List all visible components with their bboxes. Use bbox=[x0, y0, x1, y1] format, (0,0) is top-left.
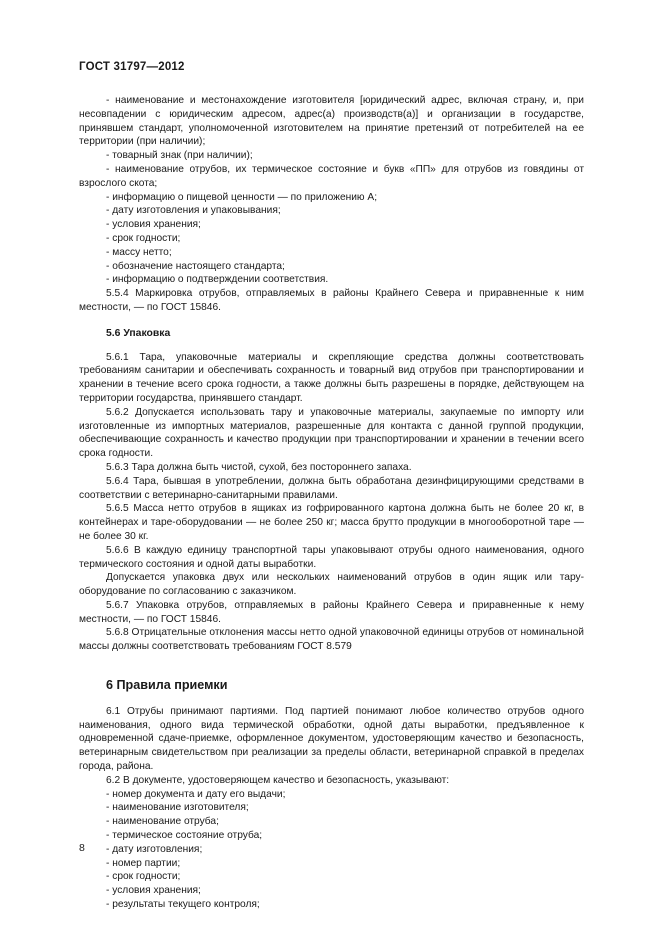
paragraph-5-6-6: 5.6.6 В каждую единицу транспортной тары упаковывают отрубы одного наименования, одного термического состояния и одной даты выработки. bbox=[79, 544, 584, 570]
paragraph-5-5-4: 5.5.4 Маркировка отрубов, отправляемых в районы Крайнего Севера и приравненные к ним местности, — по ГОСТ 15846. bbox=[79, 288, 584, 313]
paragraph-6-1: 6.1 Отрубы принимают партиями. Под партией понимают любое количество отрубов одного наименования, одного вида термической обработки, одной даты выработки, предъявленное к одновременной сдаче-приемке, оформленное документом, удостоверяющим качество и безопасность, ветеринарным свидетельством при реализации за пределы области, ветеринарной справкой в пределах города, района. bbox=[79, 705, 584, 773]
list-item: - дату изготовления и упаковывания; bbox=[106, 205, 281, 217]
document-fields-list bbox=[79, 788, 584, 912]
page-number: 8 bbox=[79, 842, 85, 854]
list-item: - условия хранения; bbox=[106, 219, 201, 231]
list-item: - термическое состояние отруба; bbox=[106, 830, 263, 842]
paragraph-5-6-8: 5.6.8 Отрицательные отклонения массы нетто одной упаковочной единицы отрубов от номинальной массы должны соответствовать требованиям ГОСТ 8.579 bbox=[79, 627, 584, 653]
list-item: - номер партии; bbox=[106, 857, 181, 869]
list-item: - срок годности; bbox=[106, 232, 181, 244]
paragraph-5-6-7: 5.6.7 Упаковка отрубов, отправляемых в районы Крайнего Севера и приравненные к нему местности, — по ГОСТ 15846. bbox=[79, 599, 584, 625]
list-item: - условия хранения; bbox=[106, 885, 201, 897]
list-item: - товарный знак (при наличии); bbox=[106, 150, 253, 162]
document-header: ГОСТ 31797—2012 bbox=[79, 61, 185, 73]
list-item: - наименование отруба; bbox=[106, 816, 219, 828]
paragraph-5-6-1: 5.6.1 Тара, упаковочные материалы и скрепляющие средства должны соответствовать требованиям санитарии и обеспечивать сохранность и товарный вид отрубов при транспортировании и хранении в течение всего срока годности, а также должны быть разрешены в порядке, действующем на территории государства, принявшего стандарт. bbox=[79, 351, 584, 404]
list-item: - информацию о пищевой ценности — по приложению А; bbox=[106, 191, 378, 203]
list-item: - информацию о подтверждении соответствия. bbox=[106, 274, 329, 286]
list-item: - результаты текущего контроля; bbox=[106, 899, 260, 911]
list-item: - дату изготовления; bbox=[106, 843, 203, 855]
marking-list bbox=[79, 149, 584, 287]
list-item: - номер документа и дату его выдачи; bbox=[106, 788, 286, 800]
paragraph-5-6-6-note: Допускается упаковка двух или нескольких наименований отрубов в один ящик или тару-оборудование по согласованию с заказчиком. bbox=[79, 572, 584, 598]
paragraph-5-6-3: 5.6.3 Тара должна быть чистой, сухой, без постороннего запаха. bbox=[106, 461, 412, 473]
paragraph-5-6-4: 5.6.4 Тара, бывшая в употреблении, должна быть обработана дезинфицирующими средствами в соответствии с ветеринарно-санитарными правилами. bbox=[79, 475, 584, 501]
list-item: - срок годности; bbox=[106, 871, 181, 883]
list-item: - наименование отрубов, их термическое состояние и букв «ПП» для отрубов из говядины от взрослого скота; bbox=[79, 163, 584, 189]
manufacturer-paragraph: - наименование и местонахождение изготовителя [юридический адрес, включая страну, и, при несовпадении с юридическим адресом, адрес(а) производств(а)] и организации в государстве, принявшем стандарт, уполномоченной изготовителем на принятие претензий от потребителей на ее территории (при наличии); bbox=[79, 95, 584, 148]
list-item: - наименование изготовителя; bbox=[106, 802, 249, 814]
paragraph-6-2: 6.2 В документе, удостоверяющем качество и безопасность, указывают: bbox=[106, 774, 450, 786]
paragraph-5-6-5: 5.6.5 Масса нетто отрубов в ящиках из гофрированного картона должна быть не более 20 кг, в контейнерах и таре-оборудовании — не более 250 кг; масса брутто продукции в многооборотной таре — не более 30 кг. bbox=[79, 503, 584, 542]
list-item: - обозначение настоящего стандарта; bbox=[106, 260, 285, 272]
list-item: - массу нетто; bbox=[106, 246, 172, 258]
paragraph-5-6-2: 5.6.2 Допускается использовать тару и упаковочные материалы, закупаемые по импорту или изготовленные из импортных материалов, разрешенные для контакта с данной группой продукции, обеспечивающие сохранность и качество продукции при транспортировании и хранении в течении всего срока годности. bbox=[79, 406, 584, 460]
document-body bbox=[79, 94, 584, 912]
section-heading-packaging: 5.6 Упаковка bbox=[106, 327, 171, 339]
section-heading-acceptance: 6 Правила приемки bbox=[106, 678, 228, 693]
